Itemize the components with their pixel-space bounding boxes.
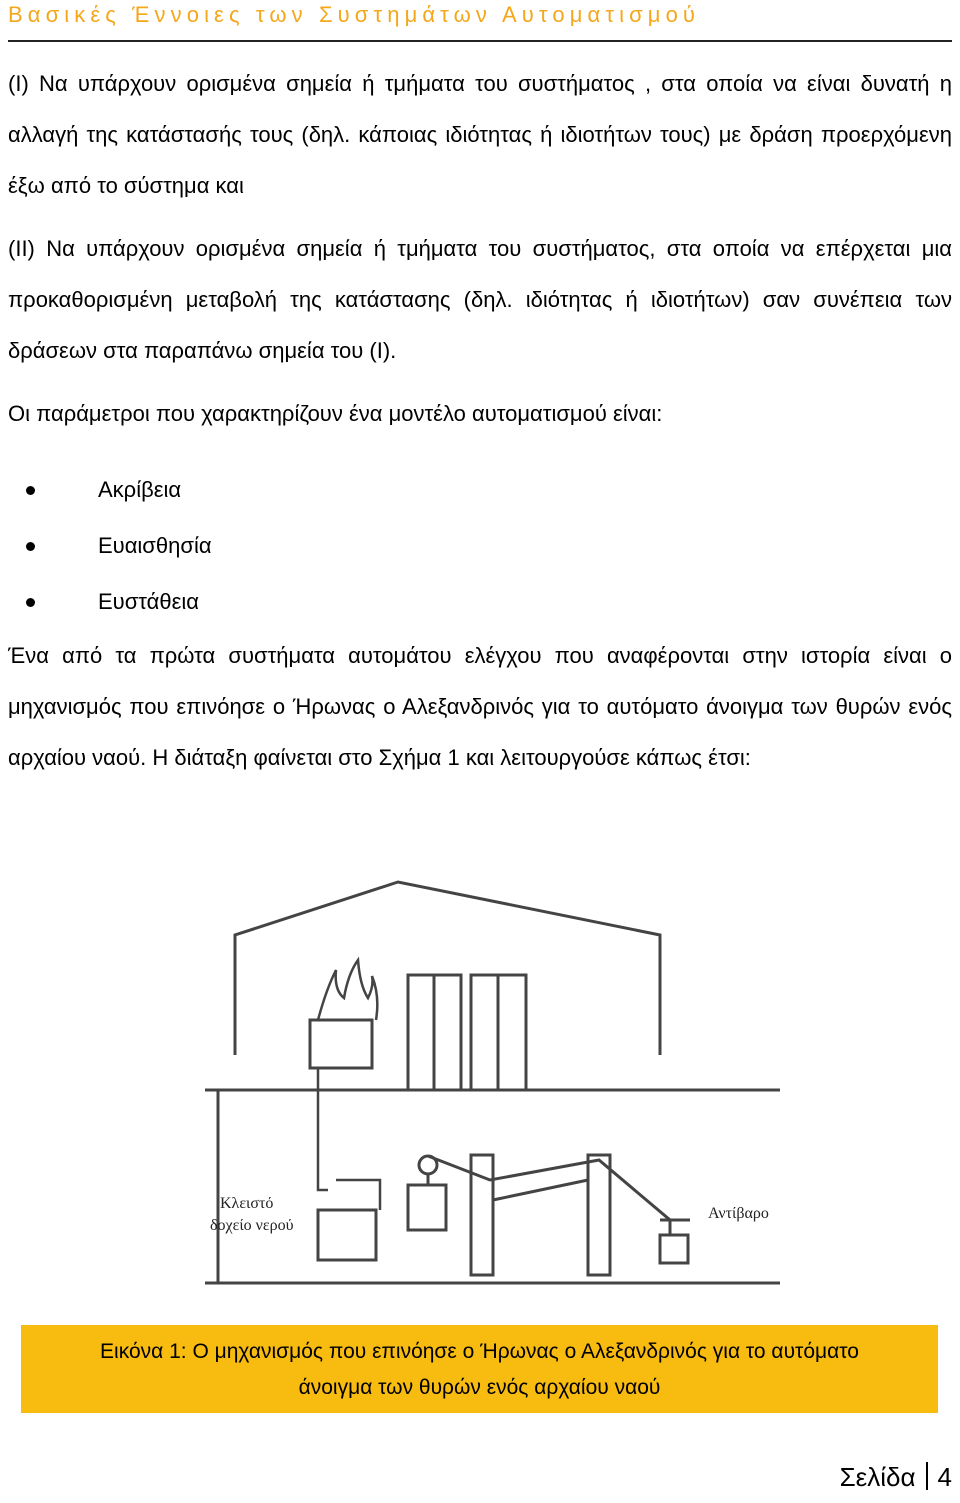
bullet-label: Ευαισθησία bbox=[98, 533, 212, 558]
paragraph-heron-mechanism: Ένα από τα πρώτα συστήματα αυτομάτου ελέγχου που αναφέρονται στην ιστορία είναι ο μηχανισμός που επινόησε ο Ήρωνας ο Αλεξανδρινός για το αυτόματο άνοιγμα των θυρών ενός αρχαίου ναού. Η διάταξη φαίνεται στο Σχήμα 1 και λειτουργούσε κάπως έτσι: bbox=[8, 643, 952, 770]
figure-caption bbox=[21, 1325, 938, 1413]
heron-mechanism-diagram bbox=[190, 880, 790, 1300]
list-item bbox=[8, 462, 952, 518]
history-paragraph-block bbox=[8, 630, 952, 783]
page-footer bbox=[840, 1462, 952, 1493]
list-item bbox=[8, 574, 952, 630]
running-header-title: Βασικές Έννοιες των Συστημάτων Αυτοματισμού bbox=[8, 2, 701, 27]
bullet-label: Ακρίβεια bbox=[98, 477, 182, 502]
altar-box bbox=[310, 1020, 372, 1068]
paragraph-parameters-intro: Οι παράμετροι που χαρακτηρίζουν ένα μοντέλο αυτοματισμού είναι: bbox=[8, 401, 663, 426]
counterweight-box bbox=[660, 1235, 688, 1263]
bucket bbox=[408, 1185, 446, 1230]
paragraph-condition-1: (I) Να υπάρχουν ορισμένα σημεία ή τμήματα του συστήματος , στα οποία να είναι δυνατή η αλλαγή της κατάστασής τους (δηλ. κάποιας ιδιότητας ή ιδιοτήτων τους) με δράση προερχόμενη έξω από το σύστημα και bbox=[8, 71, 952, 198]
fire-icon bbox=[318, 960, 377, 1020]
page-label: Σελίδα bbox=[839, 1462, 916, 1492]
temple-outline bbox=[235, 882, 660, 1055]
body-text-block bbox=[8, 58, 952, 439]
page-number: 4 bbox=[937, 1462, 952, 1492]
bullet-icon bbox=[26, 598, 35, 607]
bullet-icon bbox=[26, 542, 35, 551]
paragraph-condition-2: (II) Να υπάρχουν ορισμένα σημεία ή τμήματα του συστήματος, στα οποία να επέρχεται μια προκαθορισμένη μεταβολή της κατάστασης (δηλ. ιδιότητας ή ιδιοτήτων) σαν συνέπεια των δράσεων στα παραπάνω σημεία του (I). bbox=[8, 236, 952, 363]
bullet-icon bbox=[26, 486, 35, 495]
parameters-bullet-list bbox=[8, 462, 952, 630]
caption-line-2: άνοιγμα των θυρών ενός αρχαίου ναού bbox=[298, 1376, 661, 1399]
footer-divider bbox=[926, 1462, 928, 1490]
closed-tank-label-line2: δοχείο νερού bbox=[210, 1217, 294, 1234]
header-divider bbox=[8, 40, 952, 42]
counterweight-label: Αντίβαρο bbox=[708, 1205, 769, 1222]
closed-tank-label-line1: Κλειστό bbox=[220, 1195, 274, 1212]
heron-temple-door-figure bbox=[190, 880, 790, 1305]
door-post-right bbox=[588, 1155, 610, 1275]
list-item bbox=[8, 518, 952, 574]
closed-tank bbox=[318, 1210, 376, 1260]
bullet-label: Ευστάθεια bbox=[98, 589, 200, 614]
caption-line-1: Εικόνα 1: Ο μηχανισμός που επινόησε ο Ήρωνας ο Αλεξανδρινός για το αυτόματο bbox=[100, 1340, 859, 1363]
